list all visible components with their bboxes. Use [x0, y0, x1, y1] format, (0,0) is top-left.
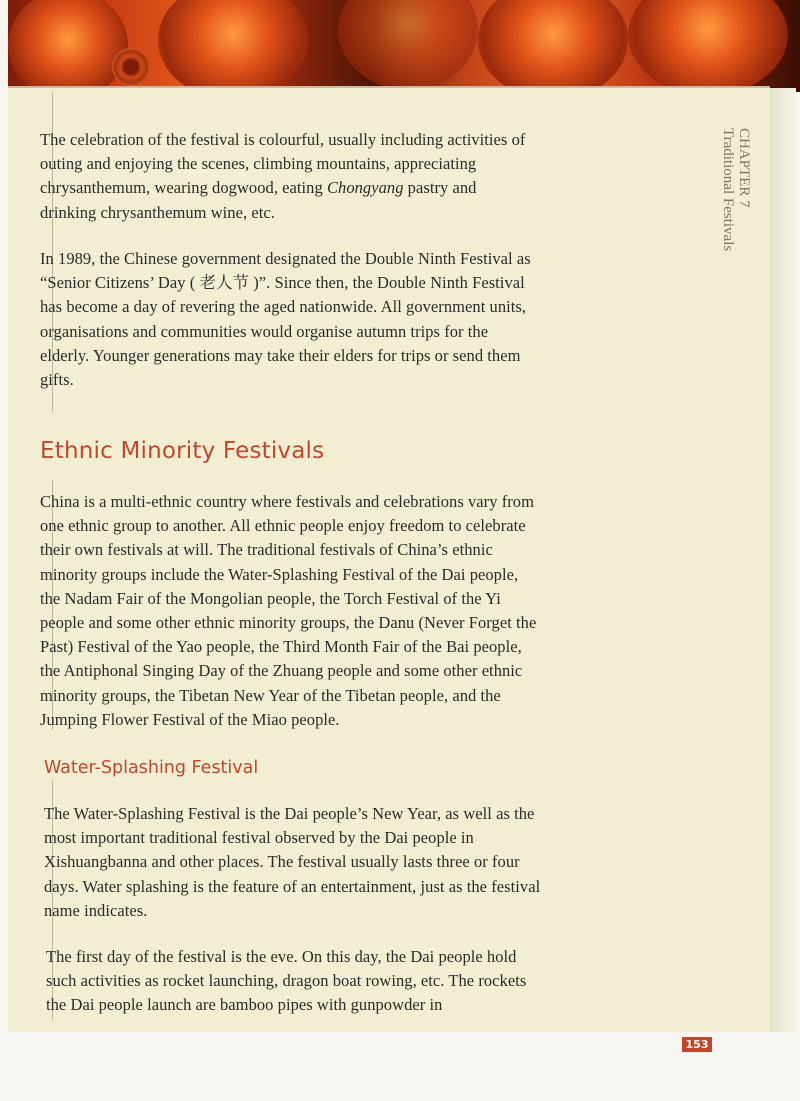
section-heading: Ethnic Minority Festivals [40, 438, 325, 464]
lantern-knot-icon [112, 48, 150, 86]
running-head [708, 128, 752, 298]
paragraph-italic-term: Chongyang [326, 178, 404, 198]
page-number: 153 [682, 1037, 712, 1052]
chapter-title: Traditional Festivals [720, 128, 736, 252]
page-edge [770, 88, 796, 1032]
paragraph-senior-day: In 1989, the Chinese government designated the Double Ninth Festival as “Senior Citizens’ Day ( 老人节 )”. Since then, the Double Ninth Festival has become a day of revering the aged nationwide. All government units, organisations and communities would organise autumn trips for the elderly. Younger generations may take their elders for trips or send them gifts. [40, 249, 531, 390]
header-photo-lanterns [8, 0, 800, 92]
subsection-heading: Water-Splashing Festival [44, 758, 259, 778]
chapter-label: CHAPTER 7 [736, 128, 752, 208]
paragraph-first-day: The first day of the festival is the eve. On this day, the Dai people hold such activities as rocket launching, dragon boat rowing, etc. The rockets the Dai people launch are bamboo pipes with gunpowder in [46, 947, 527, 1015]
paragraph-ethnic-festivals: China is a multi-ethnic country where festivals and celebrations vary from one ethnic group to another. All ethnic people enjoy freedom to celebrate their own festivals at will. The traditional festivals of China’s ethnic minority groups include the Water-Splashing Festival of the Dai people, the Nadam Fair of the Mongolian people, the Torch Festival of the Yi people and some other ethnic minority groups, the Danu (Never Forget the Past) Festival of the Yao people, the Third Month Fair of the Bai people, the Antiphonal Singing Day of the Zhuang people and some other ethnic minority groups, the Tibetan New Year of the Tibetan people, and the Jumping Flower Festival of the Miao people. [40, 492, 537, 729]
paragraph-celebration [40, 128, 528, 225]
paragraph-text: The celebration of the festival is colourful, usually including activities of outing and enjoying the scenes, climbing mountains, appreciating chrysanthemum, wearing dogwood, eating [40, 130, 526, 198]
paragraph-text-end: pastry and drinking chrysanthemum wine, etc. [40, 178, 477, 222]
paragraph-water-splashing: The Water-Splashing Festival is the Dai people’s New Year, as well as the most important traditional festival observed by the Dai people in Xishuangbanna and other places. The festival usually lasts three or four days. Water splashing is the feature of an entertainment, just as the festival name indicates. [44, 804, 541, 920]
